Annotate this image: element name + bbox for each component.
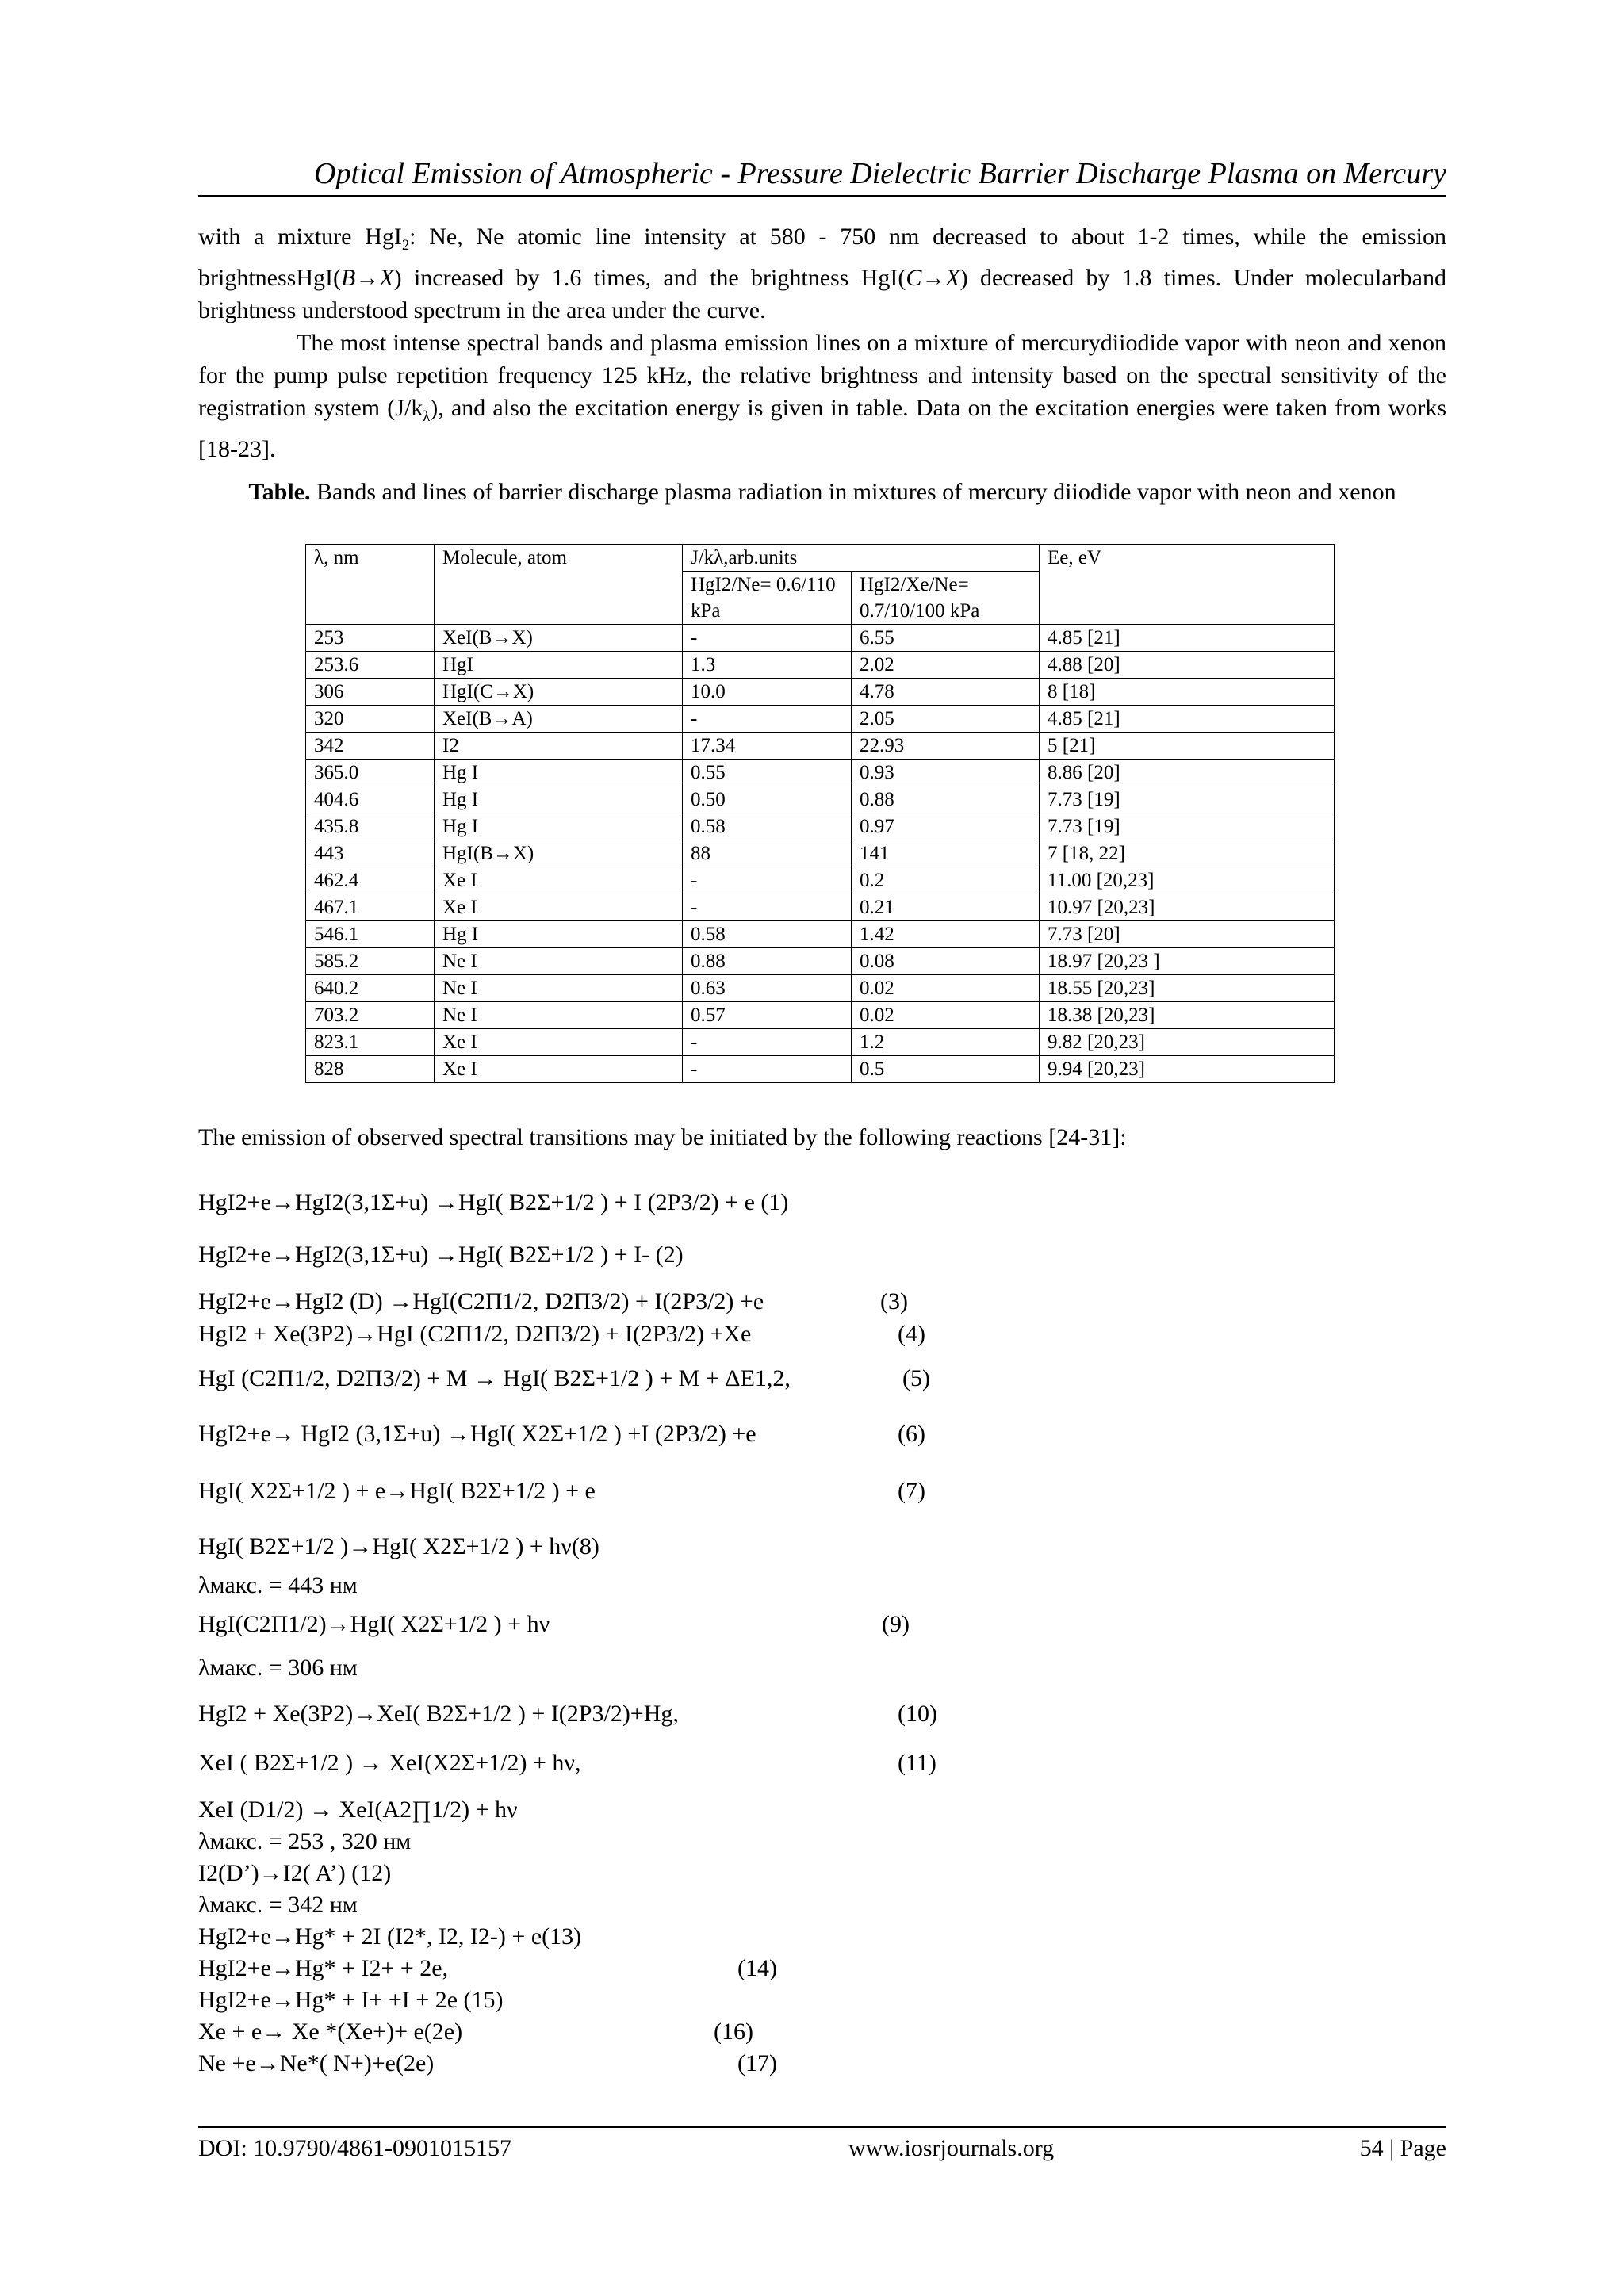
cell-hgi2-xe-ne: 0.21: [852, 894, 1040, 921]
table-row: [306, 1029, 1335, 1056]
page-number: 54 | Page: [1359, 2135, 1446, 2161]
cell-hgi2-ne: 0.63: [683, 975, 852, 1002]
cell-hgi2-xe-ne: 0.02: [852, 975, 1040, 1002]
cell-hgi2-xe-ne: 0.97: [852, 813, 1040, 840]
cell-wavelength: 435.8: [306, 813, 435, 840]
col-header-lambda: λ, nm: [306, 545, 435, 625]
cell-species: HgI: [435, 652, 683, 679]
table-row: [306, 786, 1335, 813]
reactions-intro: The emission of observed spectral transitions may be initiated by the following reactions [24-31]:: [198, 1124, 1127, 1150]
lambda-max-342: λмакс. = 342 нм: [198, 1892, 358, 1918]
cell-wavelength: 467.1: [306, 894, 435, 921]
cell-hgi2-xe-ne: 141: [852, 840, 1040, 867]
cell-energy: 7.73 [19]: [1040, 813, 1335, 840]
cell-hgi2-ne: -: [683, 706, 852, 733]
table-row: [306, 948, 1335, 975]
reaction-9: HgI(C2Π1/2)→HgI( X2Σ+1/2 ) + hν (9): [198, 1611, 910, 1637]
cell-species: Xe I: [435, 894, 683, 921]
cell-hgi2-xe-ne: 0.93: [852, 760, 1040, 786]
cell-hgi2-ne: 1.3: [683, 652, 852, 679]
cell-wavelength: 546.1: [306, 921, 435, 948]
cell-hgi2-xe-ne: 1.42: [852, 921, 1040, 948]
cell-wavelength: 640.2: [306, 975, 435, 1002]
cell-hgi2-xe-ne: 2.02: [852, 652, 1040, 679]
header-rule: [198, 195, 1446, 197]
reaction-8: HgI( B2Σ+1/2 )→HgI( X2Σ+1/2 ) + hν(8): [198, 1533, 599, 1559]
cell-hgi2-ne: 0.88: [683, 948, 852, 975]
cell-species: XeI(B→X): [435, 625, 683, 652]
cell-energy: 18.55 [20,23]: [1040, 975, 1335, 1002]
paper-page: [198, 0, 1446, 2296]
cell-species: Ne I: [435, 1002, 683, 1029]
page-footer: [198, 2131, 1446, 2166]
cell-wavelength: 342: [306, 733, 435, 760]
cell-species: Xe I: [435, 867, 683, 894]
cell-energy: 18.97 [20,23 ]: [1040, 948, 1335, 975]
reaction-12: I2(D’)→I2( A’) (12): [198, 1860, 392, 1886]
reaction-5: HgI (C2Π1/2, D2Π3/2) + M → HgI( B2Σ+1/2 ) + M + ΔE1,2, (5): [198, 1365, 930, 1391]
cell-species: Hg I: [435, 760, 683, 786]
cell-hgi2-ne: -: [683, 1029, 852, 1056]
cell-wavelength: 306: [306, 679, 435, 706]
reaction-11b: XeI (D1/2) → XeI(A2∏1/2) + hν: [198, 1797, 518, 1823]
table-row: [306, 652, 1335, 679]
table-row: [306, 1002, 1335, 1029]
cell-wavelength: 443: [306, 840, 435, 867]
cell-species: Xe I: [435, 1029, 683, 1056]
reaction-6: HgI2+e→ HgI2 (3,1Σ+u) →HgI( X2Σ+1/2 ) +I (2P3/2) +e (6): [198, 1421, 925, 1447]
paragraph-2: The most intense spectral bands and plasma emission lines on a mixture of mercurydiiodide vapor with neon and xenon for the pump pulse repetition frequency 125 kHz, the relative brightness and intensity based on the spectral sensitivity of the registration system $(J/k_\lambda)$, and also the excitation energy is given in table. Data on the excitation energies were taken from works [18-23].: [198, 330, 1446, 462]
cell-wavelength: 404.6: [306, 786, 435, 813]
cell-energy: 10.97 [20,23]: [1040, 894, 1335, 921]
cell-hgi2-ne: 0.58: [683, 813, 852, 840]
cell-hgi2-ne: 0.55: [683, 760, 852, 786]
lambda-max-306: λмакс. = 306 нм: [198, 1655, 358, 1681]
cell-wavelength: 320: [306, 706, 435, 733]
cell-wavelength: 828: [306, 1056, 435, 1083]
table-row: [306, 867, 1335, 894]
cell-species: Hg I: [435, 813, 683, 840]
cell-energy: 18.38 [20,23]: [1040, 1002, 1335, 1029]
lambda-max-253-320: λмакс. = 253 , 320 нм: [198, 1828, 412, 1854]
cell-wavelength: 585.2: [306, 948, 435, 975]
cell-hgi2-ne: 0.57: [683, 1002, 852, 1029]
lambda-max-443: λмакс. = 443 нм: [198, 1572, 358, 1598]
reaction-15: HgI2+e→Hg* + I+ +I + 2e (15): [198, 1987, 504, 2013]
cell-species: Ne I: [435, 948, 683, 975]
cell-species: XeI(B→A): [435, 706, 683, 733]
cell-energy: 5 [21]: [1040, 733, 1335, 760]
cell-energy: 8.86 [20]: [1040, 760, 1335, 786]
reaction-17: Ne +e→Ne*( N+)+e(2e) (17): [198, 2050, 777, 2076]
running-header: Optical Emission of Atmospheric - Pressure Dielectric Barrier Discharge Plasma on Mercury: [314, 157, 1446, 190]
cell-hgi2-xe-ne: 0.02: [852, 1002, 1040, 1029]
reaction-4: HgI2 + Xe(3P2)→HgI (C2Π1/2, D2Π3/2) + I(2P3/2) +Xe (4): [198, 1321, 925, 1347]
table-body: [306, 625, 1335, 1083]
table-caption: Table. Bands and lines of barrier discharge plasma radiation in mixtures of mercury diiodide vapor with neon and xenon: [248, 479, 1396, 505]
reaction-3: HgI2+e→HgI2 (D) →HgI(C2Π1/2, D2Π3/2) + I(2P3/2) +e (3): [198, 1288, 908, 1314]
cell-hgi2-ne: 0.50: [683, 786, 852, 813]
cell-hgi2-ne: 88: [683, 840, 852, 867]
cell-wavelength: 253: [306, 625, 435, 652]
cell-wavelength: 365.0: [306, 760, 435, 786]
col-header-molecule: Molecule, atom: [435, 545, 683, 625]
table-row: [306, 1056, 1335, 1083]
cell-hgi2-ne: -: [683, 1056, 852, 1083]
cell-wavelength: 253.6: [306, 652, 435, 679]
reaction-11: XeI ( B2Σ+1/2 ) → XeI(X2Σ+1/2) + hν, (11): [198, 1750, 936, 1776]
cell-energy: 4.85 [21]: [1040, 706, 1335, 733]
reaction-1: HgI2+e→HgI2(3,1Σ+u) →HgI( B2Σ+1/2 ) + I (2P3/2) + e (1): [198, 1189, 789, 1215]
emission-table: [305, 544, 1335, 1083]
cell-wavelength: 462.4: [306, 867, 435, 894]
cell-energy: 4.85 [21]: [1040, 625, 1335, 652]
reaction-7: HgI( X2Σ+1/2 ) + e→HgI( B2Σ+1/2 ) + e (7): [198, 1478, 925, 1504]
col-header-hgi2-xe-ne: HgI2/Xe/Ne= 0.7/10/100 kPa: [852, 572, 1040, 625]
col-header-energy: Ee, eV: [1040, 545, 1335, 625]
table-row: [306, 894, 1335, 921]
table-row: [306, 625, 1335, 652]
cell-hgi2-ne: -: [683, 894, 852, 921]
reaction-10: HgI2 + Xe(3P2)→XeI( B2Σ+1/2 ) + I(2P3/2)+Hg, (10): [198, 1701, 937, 1727]
cell-hgi2-xe-ne: 22.93: [852, 733, 1040, 760]
reaction-2: HgI2+e→HgI2(3,1Σ+u) →HgI( B2Σ+1/2 ) + I- (2): [198, 1242, 684, 1268]
cell-hgi2-ne: 17.34: [683, 733, 852, 760]
table-row: [306, 706, 1335, 733]
reaction-14: HgI2+e→Hg* + I2+ + 2e, (14): [198, 1955, 777, 1981]
cell-wavelength: 703.2: [306, 1002, 435, 1029]
journal-link[interactable]: www.iosrjournals.org: [848, 2135, 1055, 2161]
table-row: [306, 760, 1335, 786]
cell-energy: 7.73 [19]: [1040, 786, 1335, 813]
cell-energy: 4.88 [20]: [1040, 652, 1335, 679]
reaction-13: HgI2+e→Hg* + 2I (I2*, I2, I2-) + e(13): [198, 1923, 582, 1950]
table-row: [306, 975, 1335, 1002]
table-row: [306, 813, 1335, 840]
cell-hgi2-xe-ne: 2.05: [852, 706, 1040, 733]
cell-species: Xe I: [435, 1056, 683, 1083]
cell-species: I2: [435, 733, 683, 760]
cell-energy: 9.82 [20,23]: [1040, 1029, 1335, 1056]
cell-species: HgI(C→X): [435, 679, 683, 706]
table-row: [306, 733, 1335, 760]
table-row: [306, 840, 1335, 867]
table-row: [306, 921, 1335, 948]
reaction-16: Xe + e→ Xe *(Xe+)+ e(2e) (16): [198, 2019, 753, 2045]
cell-hgi2-ne: 0.58: [683, 921, 852, 948]
cell-hgi2-ne: -: [683, 625, 852, 652]
cell-hgi2-xe-ne: 1.2: [852, 1029, 1040, 1056]
cell-species: Hg I: [435, 921, 683, 948]
doi-text: DOI: 10.9790/4861-0901015157: [198, 2135, 511, 2161]
footer-rule: [198, 2126, 1446, 2128]
col-header-intensity: J/kλ,arb.units: [683, 545, 1040, 572]
cell-hgi2-xe-ne: 0.5: [852, 1056, 1040, 1083]
paragraph-1: with a mixture HgI$_2$: Ne, Ne atomic line intensity at 580 - 750 nm decreased to about 1-2 times, while the emission brightnessHgI(B→X) increased by 1.6 times, and the brightness HgI(C→X) decreased by 1.8 times. Under molecularband brightness understood spectrum in the area under the curve.: [198, 224, 1446, 323]
cell-hgi2-ne: 10.0: [683, 679, 852, 706]
cell-energy: 8 [18]: [1040, 679, 1335, 706]
table-row: [306, 679, 1335, 706]
cell-energy: 9.94 [20,23]: [1040, 1056, 1335, 1083]
cell-species: Hg I: [435, 786, 683, 813]
cell-hgi2-xe-ne: 4.78: [852, 679, 1040, 706]
cell-species: HgI(B→X): [435, 840, 683, 867]
cell-hgi2-ne: -: [683, 867, 852, 894]
body-text: [198, 220, 1446, 465]
cell-hgi2-xe-ne: 0.08: [852, 948, 1040, 975]
cell-energy: 7.73 [20]: [1040, 921, 1335, 948]
cell-species: Ne I: [435, 975, 683, 1002]
cell-energy: 7 [18, 22]: [1040, 840, 1335, 867]
cell-hgi2-xe-ne: 6.55: [852, 625, 1040, 652]
cell-energy: 11.00 [20,23]: [1040, 867, 1335, 894]
col-header-hgi2-ne: HgI2/Ne= 0.6/110 kPa: [683, 572, 852, 625]
cell-wavelength: 823.1: [306, 1029, 435, 1056]
cell-hgi2-xe-ne: 0.2: [852, 867, 1040, 894]
cell-hgi2-xe-ne: 0.88: [852, 786, 1040, 813]
